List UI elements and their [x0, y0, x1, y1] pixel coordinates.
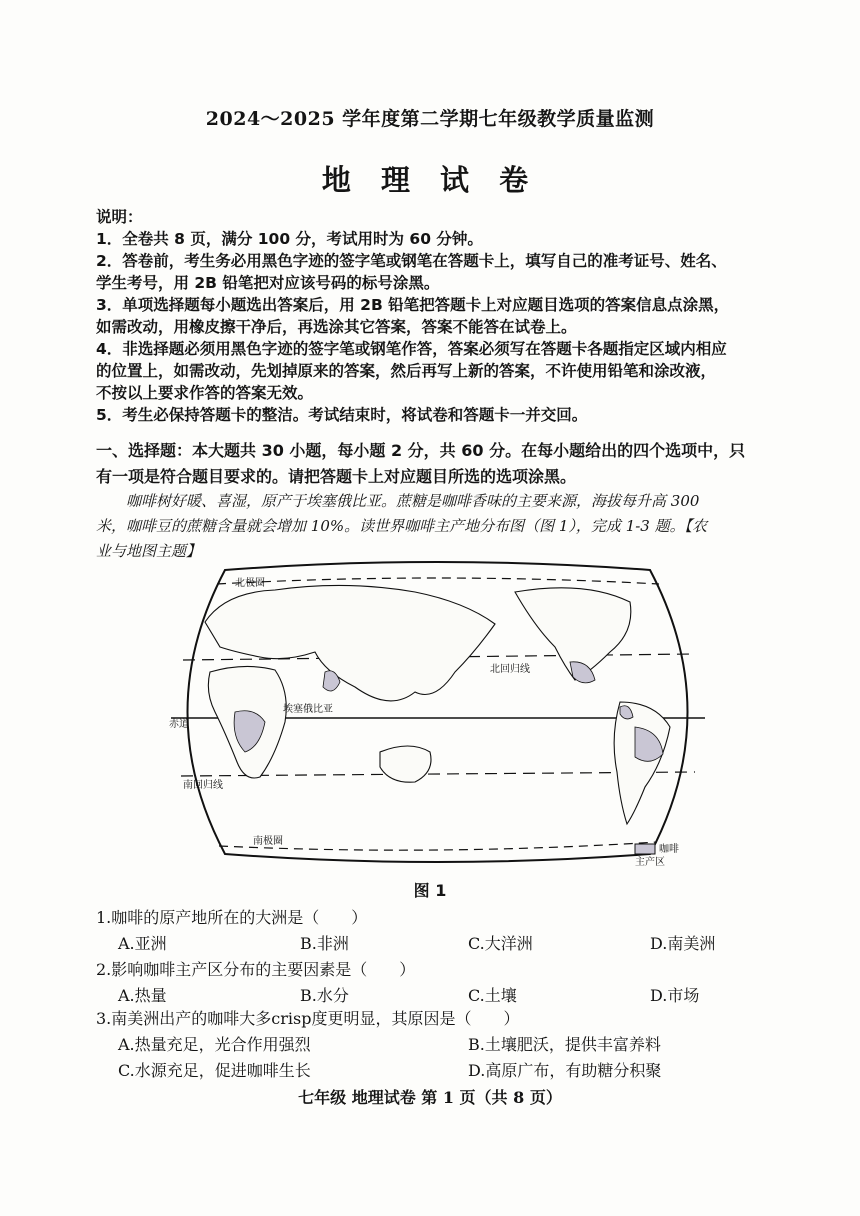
page-footer: 七年级 地理试卷 第 1 页（共 8 页） [298, 1088, 562, 1107]
instruction-line: 如需改动，用橡皮擦干净后，再选涂其它答案，答案不能答在试卷上。 [96, 318, 577, 336]
instructions-label: 说明： [96, 208, 143, 226]
question-1-option-d: D.南美洲 [650, 934, 716, 953]
equator-label: 赤道 [169, 719, 189, 730]
question-1-option-c: C.大洋洲 [468, 934, 533, 953]
question-2-option-b: B.水分 [300, 986, 349, 1005]
antarctic-circle-line [219, 842, 657, 850]
continents [205, 585, 670, 824]
instruction-line: 1．全卷共 8 页，满分 100 分，考试用时为 60 分钟。 [96, 230, 483, 248]
figure-caption: 图 1 [413, 881, 447, 900]
instruction-line: 不按以上要求作答的答案无效。 [96, 384, 314, 402]
ethiopia-label: 埃塞俄比亚 [283, 704, 333, 715]
instruction-line: 的位置上，如需改动，先划掉原来的答案，然后再写上新的答案，不许使用铅笔和涂改液， [96, 362, 717, 380]
antarctic-circle-label: 南极圈 [253, 836, 283, 847]
question-3-stem: 3.南美洲出产的咖啡大多crisp度更明显，其原因是（ ） [96, 1009, 520, 1028]
passage-line: 米，咖啡豆的蔗糖含量就会增加 10%。读世界咖啡主产地分布图（图 1），完成 1-3 题。【农 [96, 517, 708, 535]
question-3-option-c: C.水源充足，促进咖啡生长 [118, 1061, 311, 1080]
section-heading-line: 有一项是符合题目要求的。请把答题卡上对应题目所选的选项涂黑。 [96, 467, 577, 486]
australia-shape [380, 746, 431, 782]
instructions [96, 206, 776, 426]
instruction-line: 5．考生必保持答题卡的整洁。考试结束时，将试卷和答题卡一并交回。 [96, 406, 588, 424]
question-2-option-c: C.土壤 [468, 986, 517, 1005]
question-2-stem: 2.影响咖啡主产区分布的主要因素是（ ） [96, 960, 416, 979]
reading-passage [96, 489, 776, 564]
section-heading-line: 一、选择题：本大题共 30 小题，每小题 2 分，共 60 分。在每小题给出的四个选项中，只 [96, 441, 746, 460]
question-1-option-b: B.非洲 [300, 934, 349, 953]
passage-line: 咖啡树好暖、喜湿，原产于埃塞俄比亚。蔗糖是咖啡香味的主要来源，海拔每升高 300 [126, 492, 700, 510]
question-3-option-a: A.热量充足，光合作用强烈 [118, 1035, 311, 1054]
arctic-circle-line [217, 578, 659, 584]
arctic-circle-label: 北极圈 [235, 578, 265, 589]
tropic-cancer-label: 北回归线 [490, 664, 530, 675]
question-1-option-a: A.亚洲 [118, 934, 167, 953]
question-3-option-d: D.高原广布，有助糖分积聚 [468, 1061, 662, 1080]
instruction-line: 4．非选择题必须用黑色字迹的签字笔或钢笔作答，答案必须写在答题卡各题指定区域内相应 [96, 340, 727, 358]
legend-label-line1: 咖啡 [659, 844, 679, 855]
question-1-stem: 1.咖啡的原产地所在的大洲是（ ） [96, 908, 368, 927]
tropic-capricorn-label: 南回归线 [183, 780, 223, 791]
passage-line: 业与地图主题】 [96, 542, 202, 560]
world-coffee-map [165, 562, 710, 868]
question-3-option-b: B.土壤肥沃，提供丰富养料 [468, 1035, 661, 1054]
question-2-option-a: A.热量 [118, 986, 167, 1005]
exam-title: 2024～2025 学年度第二学期七年级教学质量监测 [205, 108, 655, 130]
instruction-line: 3．单项选择题每小题选出答案后，用 2B 铅笔把答题卡上对应题目选项的答案信息点涂黑， [96, 296, 730, 314]
question-2-option-d: D.市场 [650, 986, 700, 1005]
instruction-line: 学生考号，用 2B 铅笔把对应该号码的标号涂黑。 [96, 274, 440, 292]
legend-label-line2: 主产区 [635, 857, 665, 868]
section-heading [96, 438, 776, 490]
south-america-shape [614, 702, 670, 824]
instruction-line: 2．答卷前，考生务必用黑色字迹的签字笔或钢笔在答题卡上，填写自己的准考证号、姓名、 [96, 252, 727, 270]
legend-swatch [635, 844, 655, 854]
subject-title: 地 理 试 卷 [321, 163, 539, 197]
